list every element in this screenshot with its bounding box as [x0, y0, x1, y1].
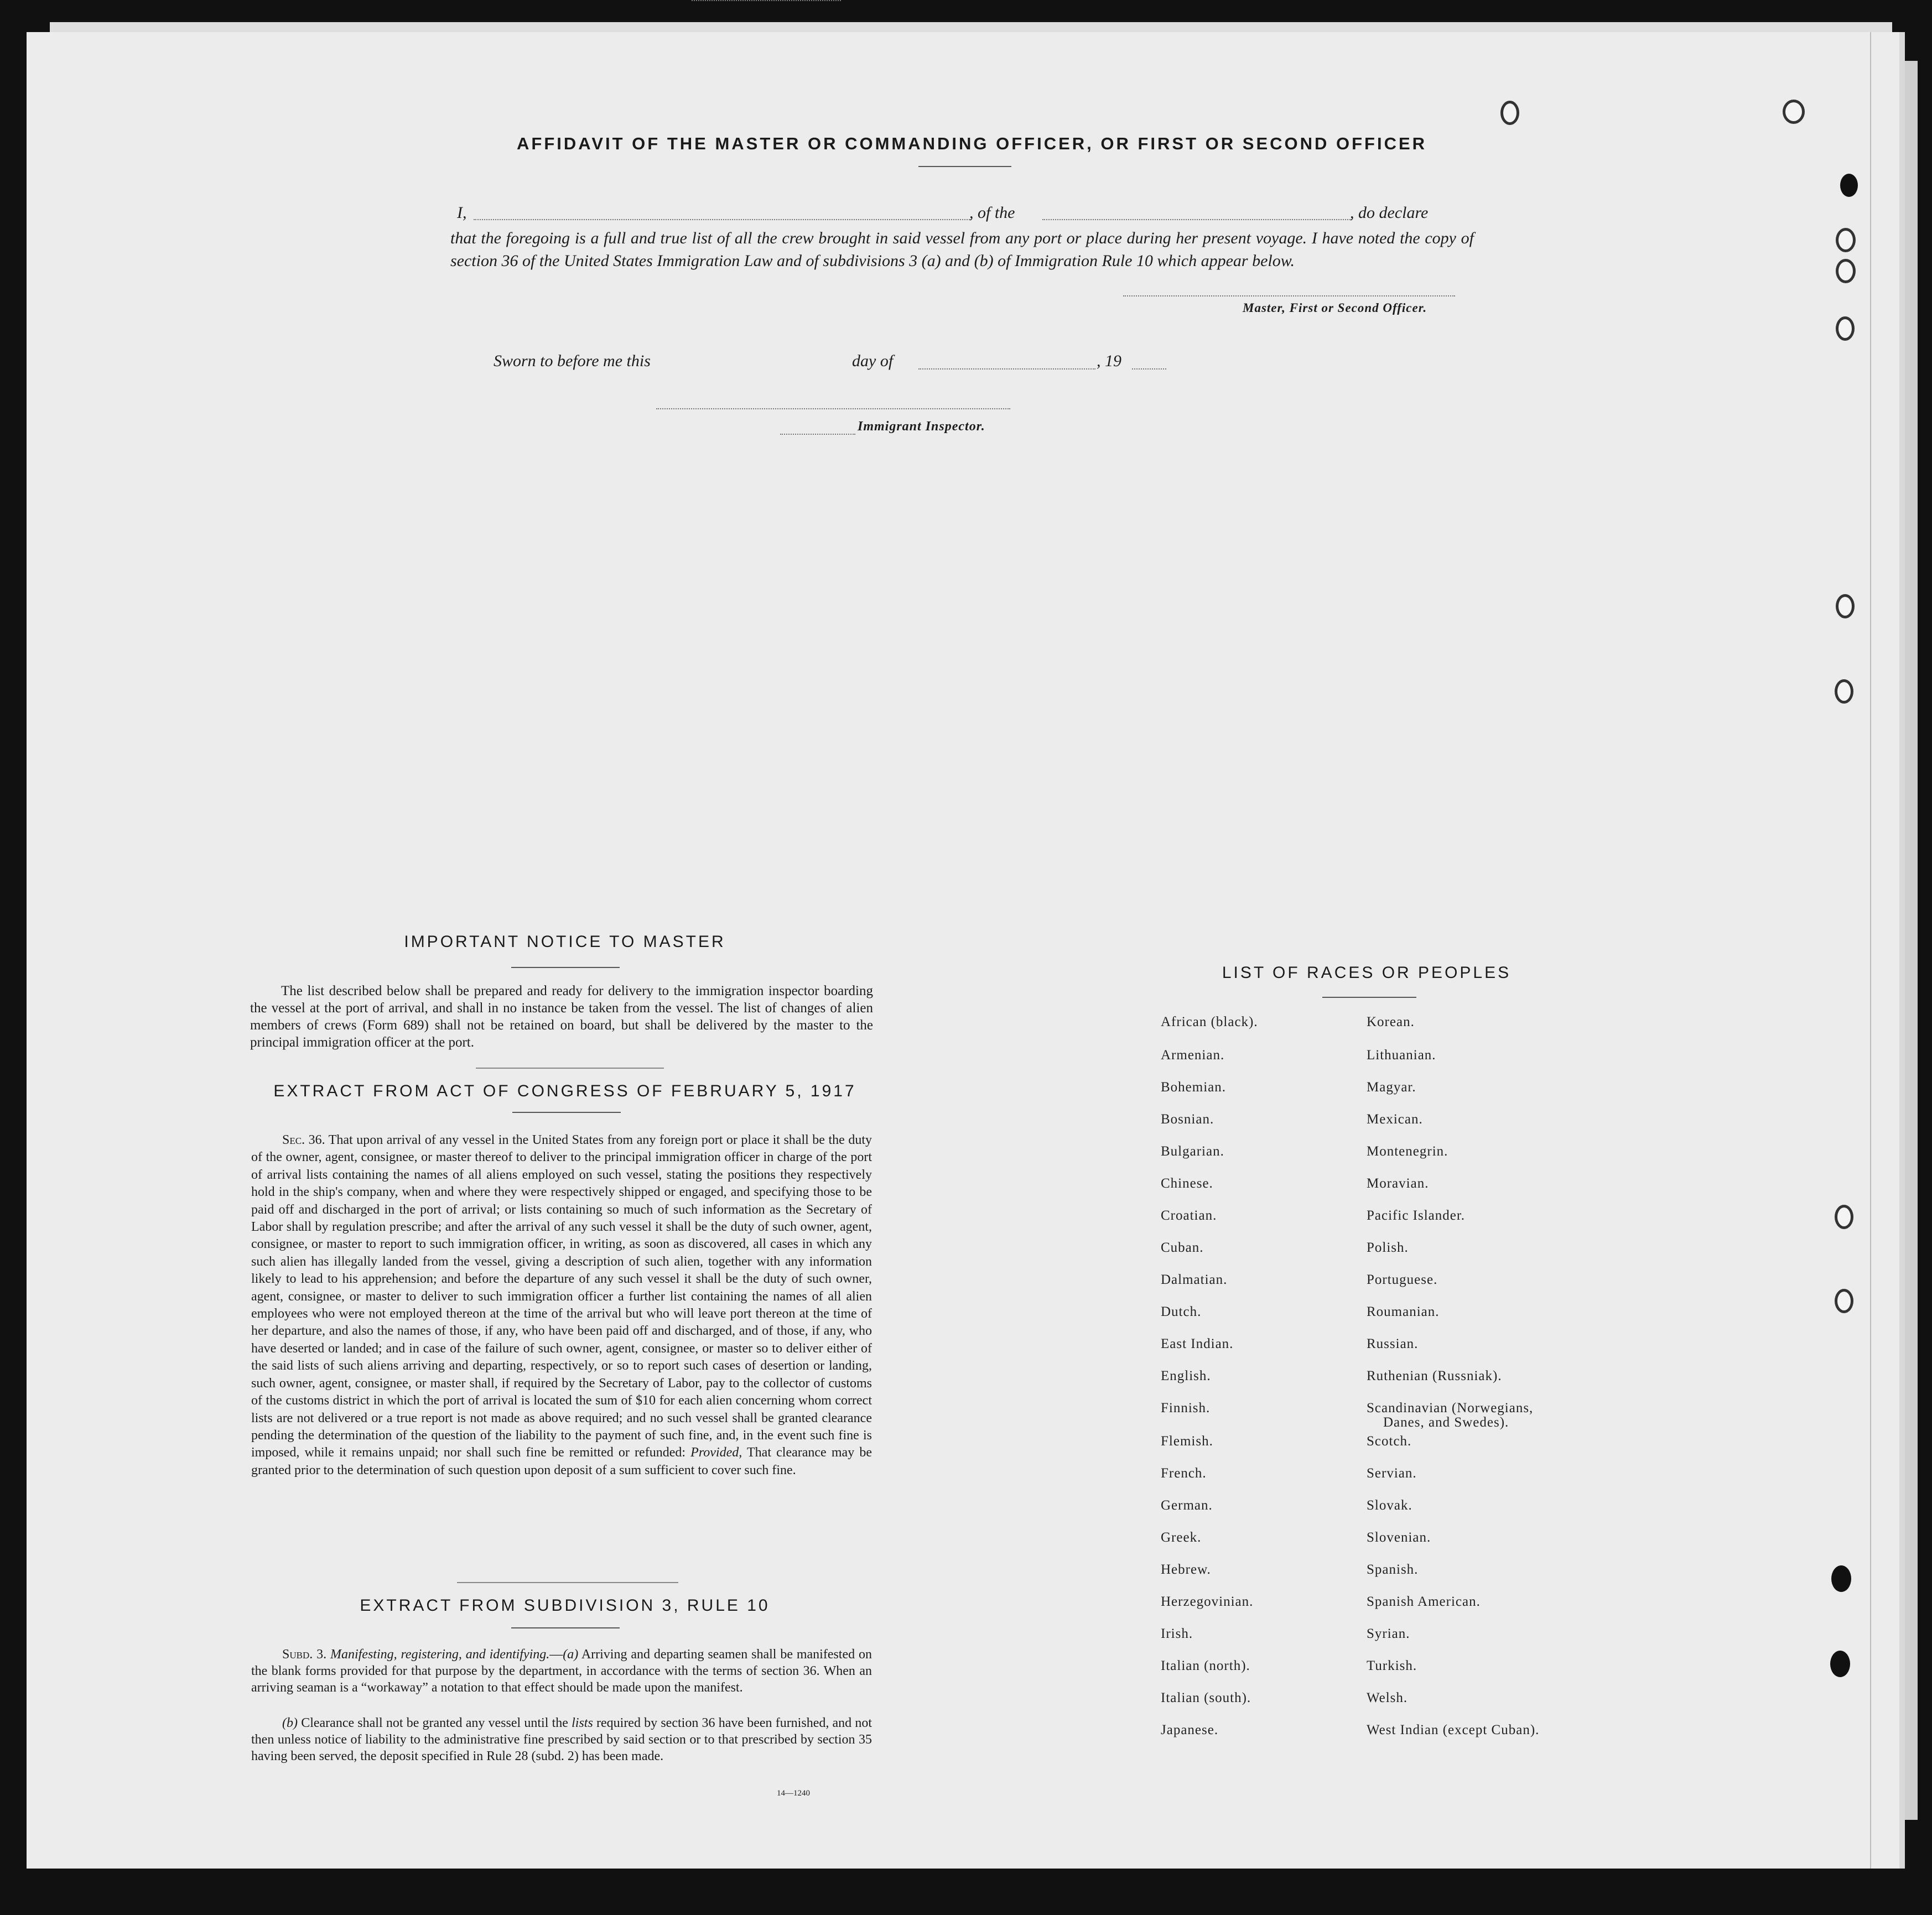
officer-signature-field[interactable] [1123, 295, 1455, 296]
race-item: German. [1161, 1498, 1213, 1513]
page-edge-right [1903, 61, 1918, 1820]
sworn-day-of-label: day of [852, 352, 894, 370]
race-item: Dutch. [1161, 1304, 1202, 1319]
sworn-month-field[interactable] [918, 368, 1095, 370]
vessel-name-field[interactable] [1042, 219, 1352, 220]
race-item: Montenegrin. [1367, 1144, 1448, 1159]
race-item: Croatian. [1161, 1208, 1217, 1223]
race-item: Bosnian. [1161, 1112, 1214, 1127]
race-item: Roumanian. [1367, 1304, 1440, 1319]
rule-para-b-label: (b) [282, 1716, 298, 1730]
race-item: Flemish. [1161, 1434, 1213, 1449]
binder-hole [1840, 174, 1858, 197]
sworn-year-label: , 19 [1097, 352, 1121, 370]
race-item: West Indian (except Cuban). [1367, 1723, 1540, 1737]
rule-para-b [251, 1715, 872, 1765]
race-item: Spanish. [1367, 1562, 1419, 1577]
notice-title: IMPORTANT NOTICE TO MASTER [404, 933, 726, 951]
rule-para-a-label: (a) [563, 1647, 579, 1662]
declaration-i-label: I, [457, 204, 467, 222]
race-item: Portuguese. [1367, 1272, 1438, 1287]
race-item: Welsh. [1367, 1690, 1408, 1705]
binder-hole [1783, 100, 1805, 124]
binder-hole [1500, 101, 1519, 125]
race-item: Pacific Islander. [1367, 1208, 1466, 1223]
rule-extract-title: EXTRACT FROM SUBDIVISION 3, RULE 10 [360, 1596, 770, 1615]
binder-hole [1835, 1289, 1853, 1313]
races-title-rule [1322, 997, 1416, 998]
race-item: Hebrew. [1161, 1562, 1211, 1577]
race-item: Turkish. [1367, 1658, 1417, 1673]
race-item: Syrian. [1367, 1626, 1410, 1641]
race-item: Korean. [1367, 1014, 1415, 1029]
race-item: Scotch. [1367, 1434, 1412, 1449]
rule-extract-title-rule [511, 1627, 620, 1628]
binder-hole [1831, 1565, 1851, 1592]
binder-hole [1835, 679, 1853, 704]
rule-subd-label: Subd. 3. [282, 1647, 327, 1662]
race-item: Ruthenian (Russniak). [1367, 1368, 1502, 1383]
races-title: LIST OF RACES OR PEOPLES [1222, 964, 1512, 982]
act-extract-title: EXTRACT FROM ACT OF CONGRESS OF FEBRUARY 5, 1917 [273, 1082, 856, 1100]
inspector-signature-field[interactable] [656, 408, 1010, 409]
inspector-caption: Immigrant Inspector. [858, 419, 985, 434]
rule-para-b-post: required by section 36 have been furnished, and not then unless notice of liability to the administrative fine prescribed by said section or to that prescribed by section 35 having been served, the deposit specified in Rule 28 (subd. 2) has been made. [251, 1716, 872, 1763]
form-number: 14—1240 [777, 1789, 810, 1798]
race-item: French. [1161, 1466, 1207, 1481]
race-item: Japanese. [1161, 1723, 1219, 1737]
race-item: Slovenian. [1367, 1530, 1431, 1545]
race-item: Polish. [1367, 1240, 1409, 1255]
race-item: Servian. [1367, 1466, 1417, 1481]
binder-hole [1836, 594, 1855, 618]
rule-para-b-pre: Clearance shall not be granted any vessel until the [301, 1716, 568, 1730]
declarant-name-field[interactable] [474, 219, 972, 220]
declaration-do-declare-label: , do declare [1350, 204, 1429, 222]
rule-subd-heading: Manifesting, registering, and identifying. [330, 1647, 550, 1662]
act-section-label: Sec. 36. [282, 1133, 325, 1147]
race-item: Irish. [1161, 1626, 1193, 1641]
race-item: English. [1161, 1368, 1211, 1383]
binder-hole [1836, 259, 1856, 283]
act-extract-divider [457, 1582, 678, 1583]
binder-hole [1835, 1205, 1853, 1229]
notice-divider [476, 1068, 664, 1069]
affidavit-title: AFFIDAVIT OF THE MASTER OR COMMANDING OFFICER, OR FIRST OR SECOND OFFICER [517, 134, 1427, 153]
race-item: Armenian. [1161, 1048, 1225, 1063]
race-item: Cuban. [1161, 1240, 1204, 1255]
race-item: Bohemian. [1161, 1080, 1227, 1095]
act-section-text: That upon arrival of any vessel in the United States from any foreign port or place it shall be the duty of the owner, agent, consignee, or master thereof to deliver to the principal immigration officer in charge of the port of arrival lists containing the names of all aliens employed on such vessel, stating the positions they respectively hold in the ship's company, when and where they were respectively shipped or engaged, and specifying those to be paid off and discharged in the port of arrival; or lists containing so much of such information as the Secretary of Labor shall by regulation prescribe; and after the arrival of any such vessel it shall be the duty of such owner, agent, consignee, or master to report to such immigration officer, in writing, as soon as discovered, all cases in which any such alien has illegally landed from the vessel, giving a description of such alien, together with any information likely to lead to his apprehension; and before the departure of any such vessel it shall be the duty of such owner, agent, consignee, or master to deliver to such immigration officer a further list containing the names of all alien employees who were not employed thereon at the time of the arrival but who will leave port thereon at the time of her departure, and also the names of those, if any, who have been paid off and discharged, and of those, if any, who have deserted or landed; and in case of the failure of such owner, agent, consignee, or master so to deliver either of the said lists of such aliens arriving and departing, respectively, or so to report such cases of desertion or landing, such owner, agent, consignee, or master shall, if required by the Secretary of Labor, pay to the collector of customs of the customs district in which the port of arrival is located the sum of $10 for each alien concerning whom correct lists are not delivered or a true report is not made as above required; and no such vessel shall be granted clearance pending the determination of the question of the liability to the payment of such fine, and, in the event such fine is imposed, while it remains unpaid; nor shall such fine be remitted or refunded: [251, 1133, 872, 1460]
race-item: Lithuanian. [1367, 1048, 1436, 1063]
notice-body: The list described below shall be prepared and ready for delivery to the immigration inspector boarding the vessel at the port of arrival, and shall in no instance be taken from the vessel. The list of changes of alien members of crews (Form 689) shall not be retained on board, but shall be delivered by the master to the principal immigration officer at the port. [250, 983, 873, 1050]
notice-title-rule [511, 967, 620, 968]
race-item: Spanish American. [1367, 1594, 1481, 1609]
page-fold-line [1870, 32, 1871, 1869]
race-item: Chinese. [1161, 1176, 1213, 1191]
affidavit-title-rule [918, 166, 1011, 167]
race-item: Greek. [1161, 1530, 1202, 1545]
act-extract-body [251, 1132, 872, 1479]
race-item: Herzegovinian. [1161, 1594, 1254, 1609]
race-item: Italian (north). [1161, 1658, 1250, 1673]
race-item: Magyar. [1367, 1080, 1416, 1095]
rule-para-a: Subd. 3. Manifesting, registering, and identifying.—(a) Arriving and departing seamen shall be manifested on the blank forms provided for that purpose by the department, in accordance with the terms of section 36. When an arriving seaman is a “workaway” a notation to that effect should be made upon the manifest. [251, 1647, 872, 1695]
binder-hole [1830, 1651, 1850, 1677]
act-proviso-word: Provided, [690, 1445, 742, 1460]
act-extract-title-rule [512, 1112, 621, 1113]
rule-para-b-lists: lists [572, 1716, 593, 1730]
race-item: Slovak. [1367, 1498, 1412, 1513]
binder-hole [1836, 316, 1855, 341]
race-item: Finnish. [1161, 1401, 1211, 1416]
affidavit-body: that the foregoing is a full and true list of all the crew brought in said vessel from any port or place during her present voyage. I have noted the copy of section 36 of the United States Immigration Law and of subdivisions 3 (a) and (b) of Immigration Rule 10 which appear below. [450, 229, 1474, 270]
race-item: Russian. [1367, 1336, 1419, 1351]
race-item: Italian (south). [1161, 1690, 1251, 1705]
inspector-signature-lead [780, 434, 855, 435]
sworn-day-field[interactable] [692, 0, 841, 1]
race-item: Danes, and Swedes). [1383, 1415, 1509, 1430]
binder-hole [1836, 228, 1856, 252]
sworn-prefix-label: Sworn to before me this [494, 352, 651, 370]
race-item: African (black). [1161, 1014, 1258, 1029]
race-item: Dalmatian. [1161, 1272, 1228, 1287]
race-item: Scandinavian (Norwegians, [1367, 1401, 1534, 1416]
rule-para-a-text: Arriving and departing seamen shall be manifested on the blank forms provided for that purpose by the department, in accordance with the terms of section 36. When an arriving seaman is a “workaway” a notation to that effect should be made upon the manifest. [251, 1647, 872, 1695]
race-item: Bulgarian. [1161, 1144, 1224, 1159]
officer-signature-caption: Master, First or Second Officer. [1243, 301, 1427, 315]
race-item: Mexican. [1367, 1112, 1423, 1127]
act-proviso-text: That clearance may be granted prior to the determination of such question upon deposit of a sum sufficient to cover such fine. [251, 1445, 872, 1477]
race-item: Moravian. [1367, 1176, 1429, 1191]
declaration-of-the-label: , of the [969, 204, 1015, 222]
sworn-year-field[interactable] [1132, 368, 1166, 370]
race-item: East Indian. [1161, 1336, 1234, 1351]
